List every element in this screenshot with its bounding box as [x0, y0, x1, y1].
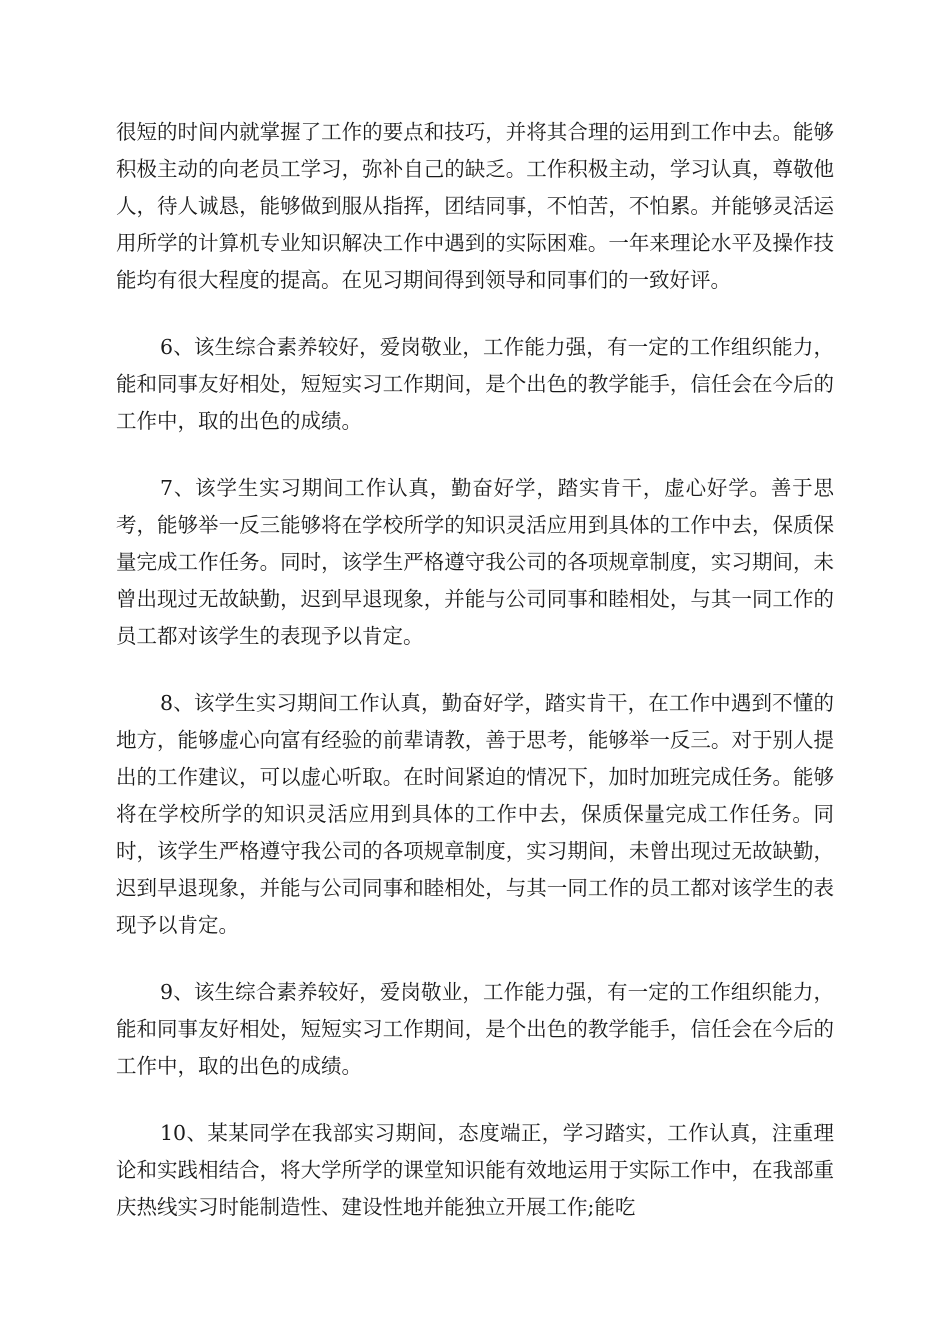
paragraph-item-8: 8、该学生实习期间工作认真，勤奋好学，踏实肯干，在工作中遇到不懂的地方，能够虚心向富有经验的前辈请教，善于思考，能够举一反三。对于别人提出的工作建议，可以虚心听取。在时间紧迫的情况下，加时加班完成任务。能够将在学校所学的知识灵活应用到具体的工作中去，保质保量完成工作任务。同时，该学生严格遵守我公司的各项规章制度，实习期间，未曾出现过无故缺勤，迟到早退现象，并能与公司同事和睦相处，与其一同工作的员工都对该学生的表现予以肯定。: [116, 691, 834, 937]
paragraph-item-7: 7、该学生实习期间工作认真，勤奋好学，踏实肯干，虚心好学。善于思考，能够举一反三能够将在学校所学的知识灵活应用到具体的工作中去，保质保量完成工作任务。同时，该学生严格遵守我公司的各项规章制度，实习期间，未曾出现过无故缺勤，迟到早退现象，并能与公司同事和睦相处，与其一同工作的员工都对该学生的表现予以肯定。: [116, 476, 834, 648]
paragraph-item-9: 9、该生综合素养较好，爱岗敬业，工作能力强，有一定的工作组织能力，能和同事友好相处，短短实习工作期间，是个出色的教学能手，信任会在今后的工作中，取的出色的成绩。: [116, 980, 834, 1078]
document-page: [116, 114, 834, 1256]
paragraph-item-10: 10、某某同学在我部实习期间，态度端正，学习踏实，工作认真，注重理论和实践相结合，将大学所学的课堂知识能有效地运用于实际工作中，在我部重庆热线实习时能制造性、建设性地并能独立开展工作;能吃: [116, 1121, 834, 1219]
paragraph-continuation: 很短的时间内就掌握了工作的要点和技巧，并将其合理的运用到工作中去。能够积极主动的向老员工学习，弥补自己的缺乏。工作积极主动，学习认真，尊敬他人，待人诚恳，能够做到服从指挥，团结同事，不怕苦，不怕累。并能够灵活运用所学的计算机专业知识解决工作中遇到的实际困难。一年来理论水平及操作技能均有很大程度的提高。在见习期间得到领导和同事们的一致好评。: [116, 120, 834, 292]
paragraph-item-6: 6、该生综合素养较好，爱岗敬业，工作能力强，有一定的工作组织能力，能和同事友好相处，短短实习工作期间，是个出色的教学能手，信任会在今后的工作中，取的出色的成绩。: [116, 335, 834, 433]
